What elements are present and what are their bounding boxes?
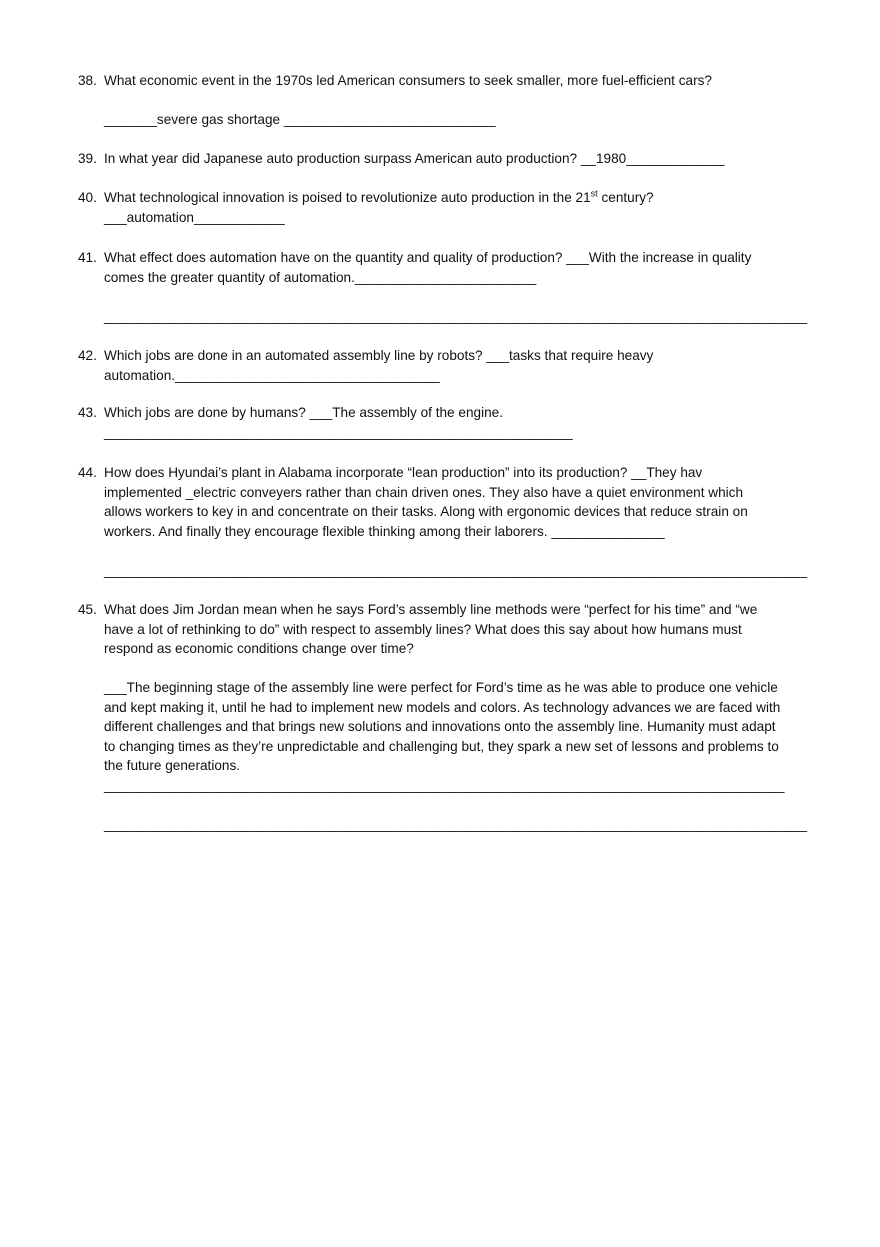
question-text-line-1: Which jobs are done by humans? ___The assembly of the engine. (104, 405, 503, 420)
question-number: 39. (78, 151, 97, 166)
question-text-main: What technological innovation is poised to revolutionize auto production in the 21 (104, 190, 591, 205)
question-text: In what year did Japanese auto production surpass American auto production? __1980_____________ (104, 151, 725, 166)
answer-line-1: ___The beginning stage of the assembly line were perfect for Ford’s time as he was able to produce one vehicle (104, 680, 778, 695)
question-number: 40. (78, 190, 97, 205)
blank-line-45a: __________________________________________________________________________________________ (104, 777, 785, 793)
question-text-line-1: What effect does automation have on the quantity and quality of production? ___With the increase in quality (104, 250, 752, 265)
answer-line-3: allows workers to key in and concentrate on their tasks. Along with ergonomic devices that reduce strain on (104, 504, 748, 519)
question-number: 43. (78, 405, 97, 420)
question-number: 41. (78, 250, 97, 265)
question-number: 42. (78, 348, 97, 363)
answer-line-4: to changing times as they’re unpredictable and challenging but, they spark a new set of lessons and problems to (104, 738, 779, 754)
question-text-line-2: comes the greater quantity of automation.________________________ (104, 269, 537, 285)
answer-line-2: and kept making it, until he had to implement new models and colors. As technology advances we are faced with (104, 699, 781, 715)
question-number: 38. (78, 73, 97, 88)
answer-line-5: the future generations. (104, 758, 241, 773)
question-number: 45. (78, 602, 97, 617)
question-text-line-1: Which jobs are done in an automated assembly line by robots? ___tasks that require heavy (104, 348, 654, 363)
ordinal-suffix: st (590, 188, 598, 199)
question-text (104, 188, 830, 208)
question-text: What economic event in the 1970s led American consumers to seek smaller, more fuel-efficient cars? (104, 73, 712, 88)
question-text-line-2: have a lot of rethinking to do” with respect to assembly lines? What does this say about how humans must (104, 621, 742, 637)
answer-line-4: workers. And finally they encourage flexible thinking among their laborers. _______________ (104, 523, 665, 539)
answer-line-3: different challenges and that brings new solutions and innovations onto the assembly line. Humanity must adapt (104, 719, 776, 734)
answer-40: ___automation____________ (104, 209, 285, 225)
blank-line-45b: _____________________________________________________________________________________________ (104, 817, 808, 832)
answer-38: _______severe gas shortage ____________________________ (104, 112, 496, 127)
question-text-end: century? (597, 190, 654, 205)
blank-line-41: _____________________________________________________________________________________________ (104, 309, 808, 324)
answer-45 (104, 678, 784, 795)
question-text-line-2: automation.___________________________________ (104, 367, 440, 383)
question-text-line-1: What does Jim Jordan mean when he says Ford’s assembly line methods were “perfect for his time” and “we (104, 602, 758, 617)
blank-line-44: _____________________________________________________________________________________________ (104, 563, 808, 578)
answer-line-2: implemented _electric conveyers rather than chain driven ones. They also have a quiet environment which (104, 484, 744, 500)
question-text-line-3: respond as economic conditions change over time? (104, 641, 414, 656)
question-text-line-2: ______________________________________________________________ (104, 424, 573, 440)
question-text-line-1: How does Hyundai’s plant in Alabama incorporate “lean production” into its production? __They hav (104, 465, 703, 480)
question-number: 44. (78, 465, 97, 480)
